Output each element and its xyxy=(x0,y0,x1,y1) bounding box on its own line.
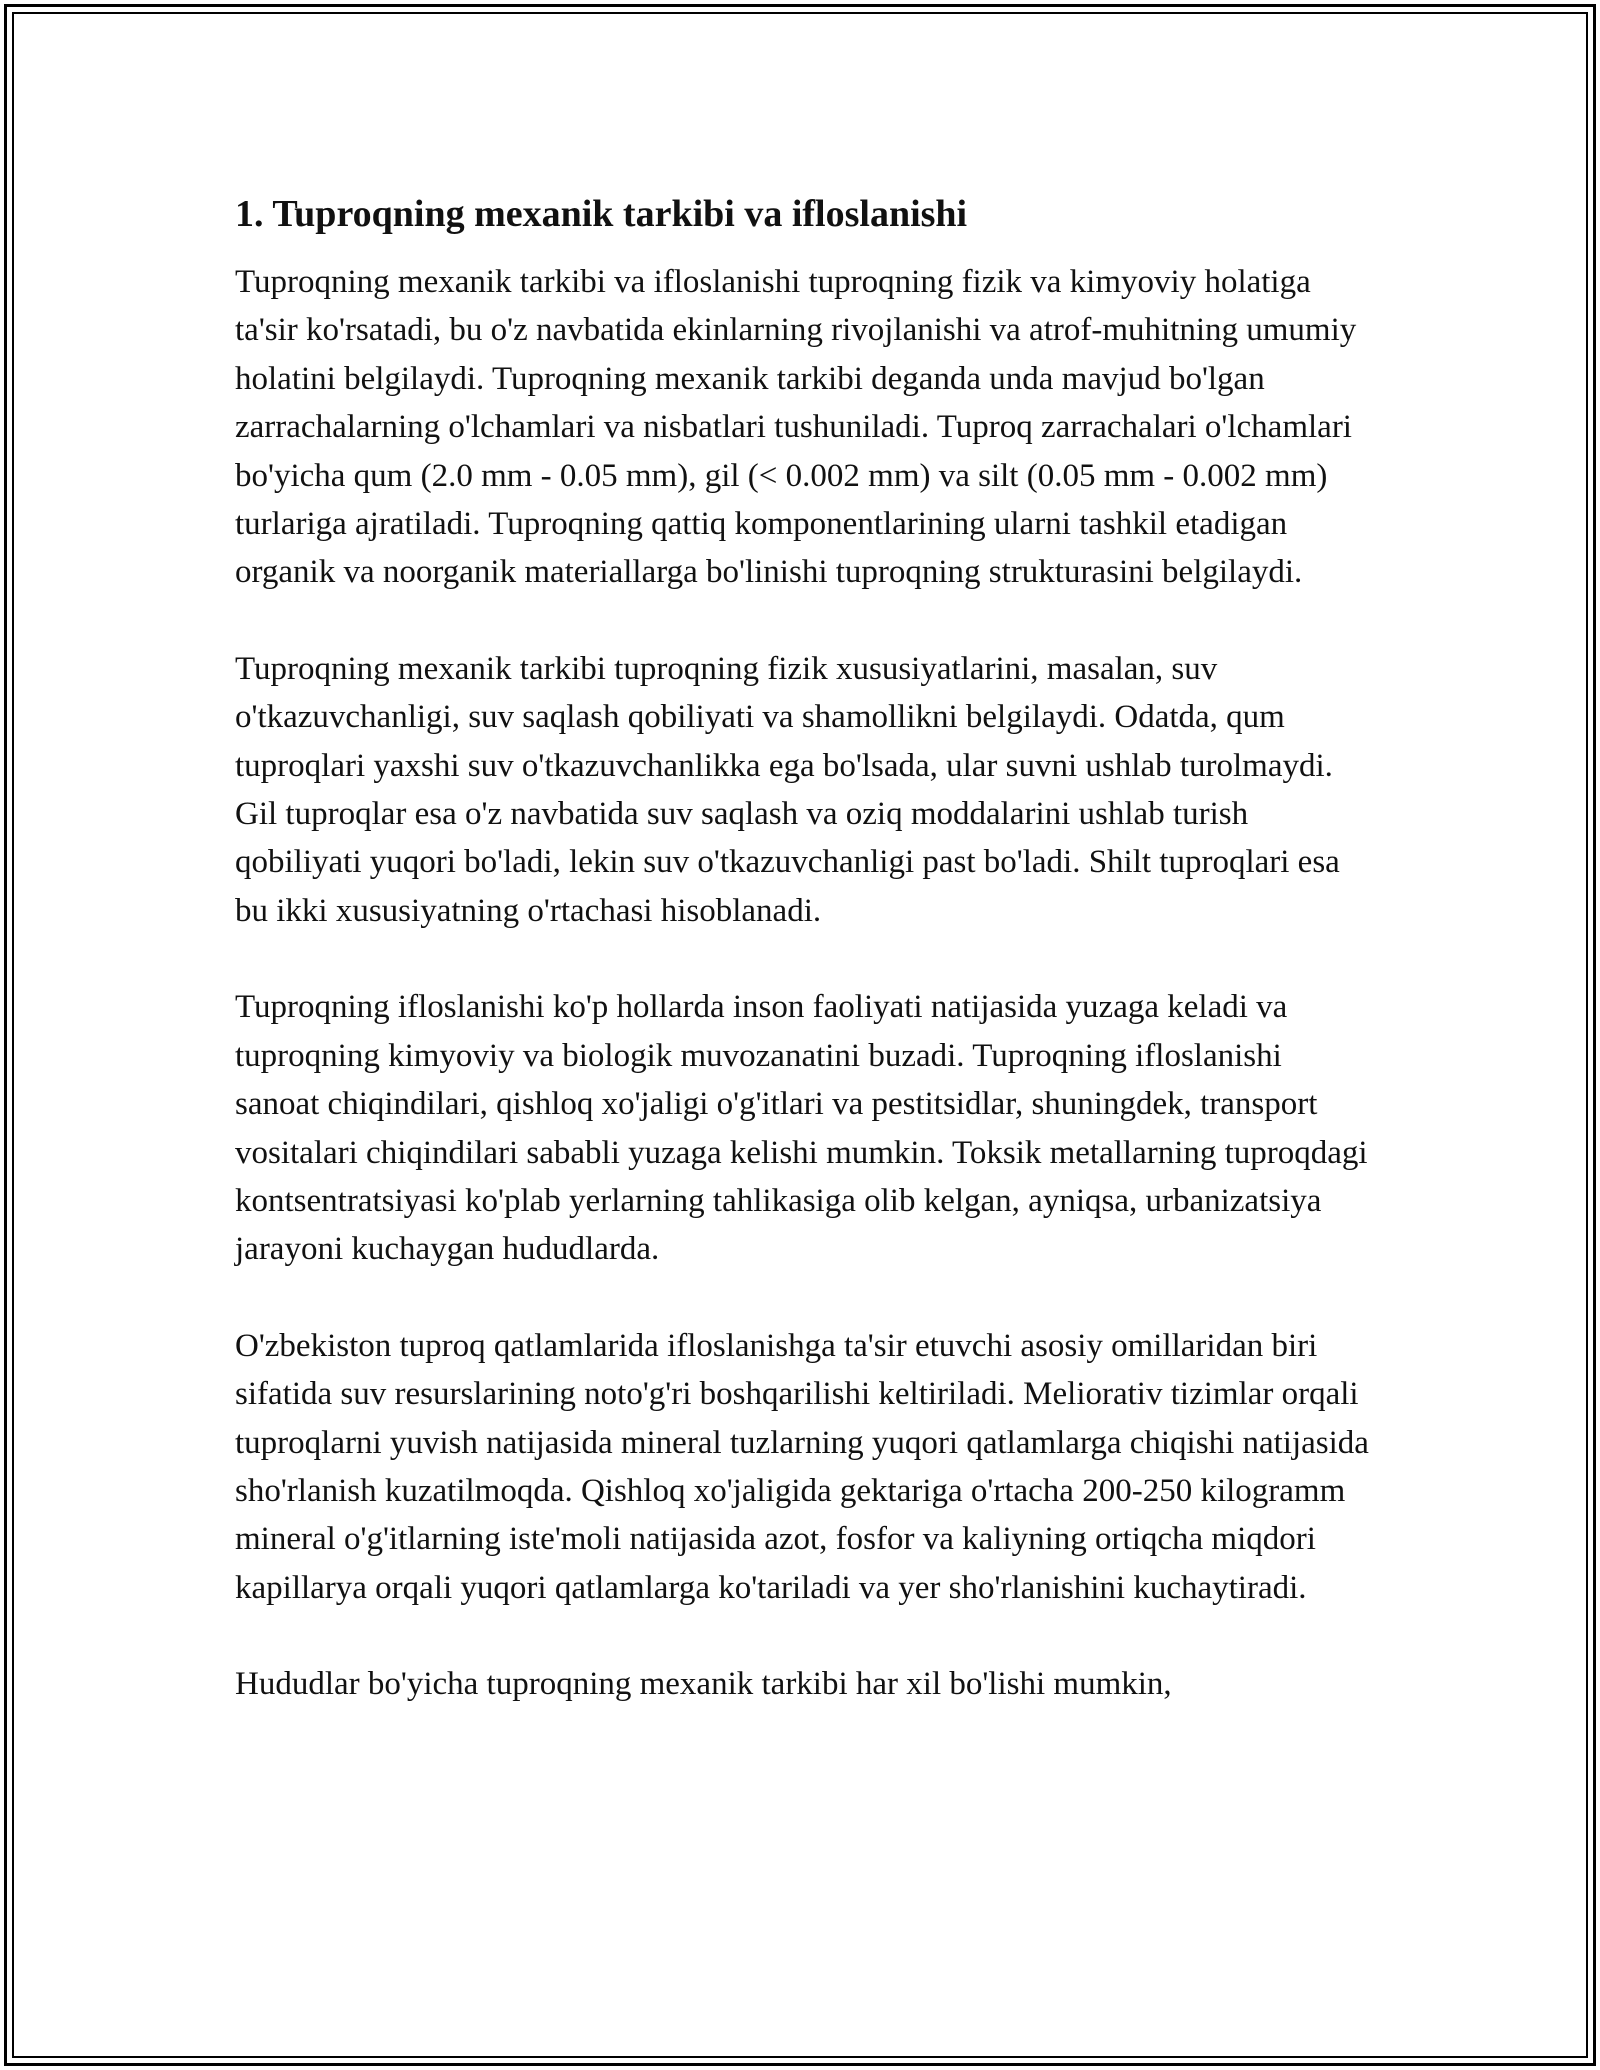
paragraph-5: Hududlar bo'yicha tuproqning mexanik tarkibi har xil bo'lishi mumkin, xyxy=(235,1666,1172,1703)
document-body xyxy=(235,188,1370,1757)
paragraph-3: Tuproqning ifloslanishi ko'p hollarda inson faoliyati natijasida yuzaga keladi va tuproqning kimyoviy va biologik muvozanatini buzadi. Tuproqning ifloslanishi sanoat chiqindilari, qishloq xo'jaligi o'g'itlari va pestitsidlar, shuningdek, transport vositalari chiqindilari sababli yuzaga kelishi mumkin. Toksik metallarning tuproqdagi kontsentratsiyasi ko'plab yerlarning tahlikasiga olib kelgan, ayniqsa, urbanizatsiya jarayoni kuchaygan hududlarda. xyxy=(235,989,1368,1268)
paragraph-1: Tuproqning mexanik tarkibi va ifloslanishi tuproqning fizik va kimyoviy holatiga ta'sir ko'rsatadi, bu o'z navbatida ekinlarning rivojlanishi va atrof-muhitning umumiy holatini belgilaydi. Tuproqning mexanik tarkibi deganda unda mavjud bo'lgan zarrachalarning o'lchamlari va nisbatlari tushuniladi. Tuproq zarrachalari o'lchamlari bo'yicha qum (2.0 mm - 0.05 mm), gil (< 0.002 mm) va silt (0.05 mm - 0.002 mm) turlariga ajratiladi. Tuproqning qattiq komponentlarining ularni tashkil etadigan organik va noorganik materiallarga bo'linishi tuproqning strukturasini belgilaydi. xyxy=(235,264,1357,591)
paragraph-4: O'zbekiston tuproq qatlamlarida ifloslanishga ta'sir etuvchi asosiy omillaridan biri sifatida suv resurslarining noto'g'ri boshqarilishi keltiriladi. Meliorativ tizimlar orqali tuproqlarni yuvish natijasida mineral tuzlarning yuqori qatlamlarga chiqishi natijasida sho'rlanish kuzatilmoqda. Qishloq xo'jaligida gektariga o'rtacha 200-250 kilogramm mineral o'g'itlarning iste'moli natijasida azot, fosfor va kaliyning ortiqcha miqdori kapillarya orqali yuqori qatlamlarga ko'tariladi va yer sho'rlanishini kuchaytiradi. xyxy=(235,1327,1369,1606)
paragraph-2: Tuproqning mexanik tarkibi tuproqning fizik xususiyatlarini, masalan, suv o'tkazuvchanligi, suv saqlash qobiliyati va shamollikni belgilaydi. Odatda, qum tuproqlari yaxshi suv o'tkazuvchanlikka ega bo'lsada, ular suvni ushlab turolmaydi. Gil tuproqlar esa o'z navbatida suv saqlash va oziq moddalarini ushlab turish qobiliyati yuqori bo'ladi, lekin suv o'tkazuvchanligi past bo'ladi. Shilt tuproqlari esa bu ikki xususiyatning o'rtachasi hisoblanadi. xyxy=(235,650,1340,929)
section-heading: 1. Tuproqning mexanik tarkibi va ifloslanishi xyxy=(235,193,968,235)
